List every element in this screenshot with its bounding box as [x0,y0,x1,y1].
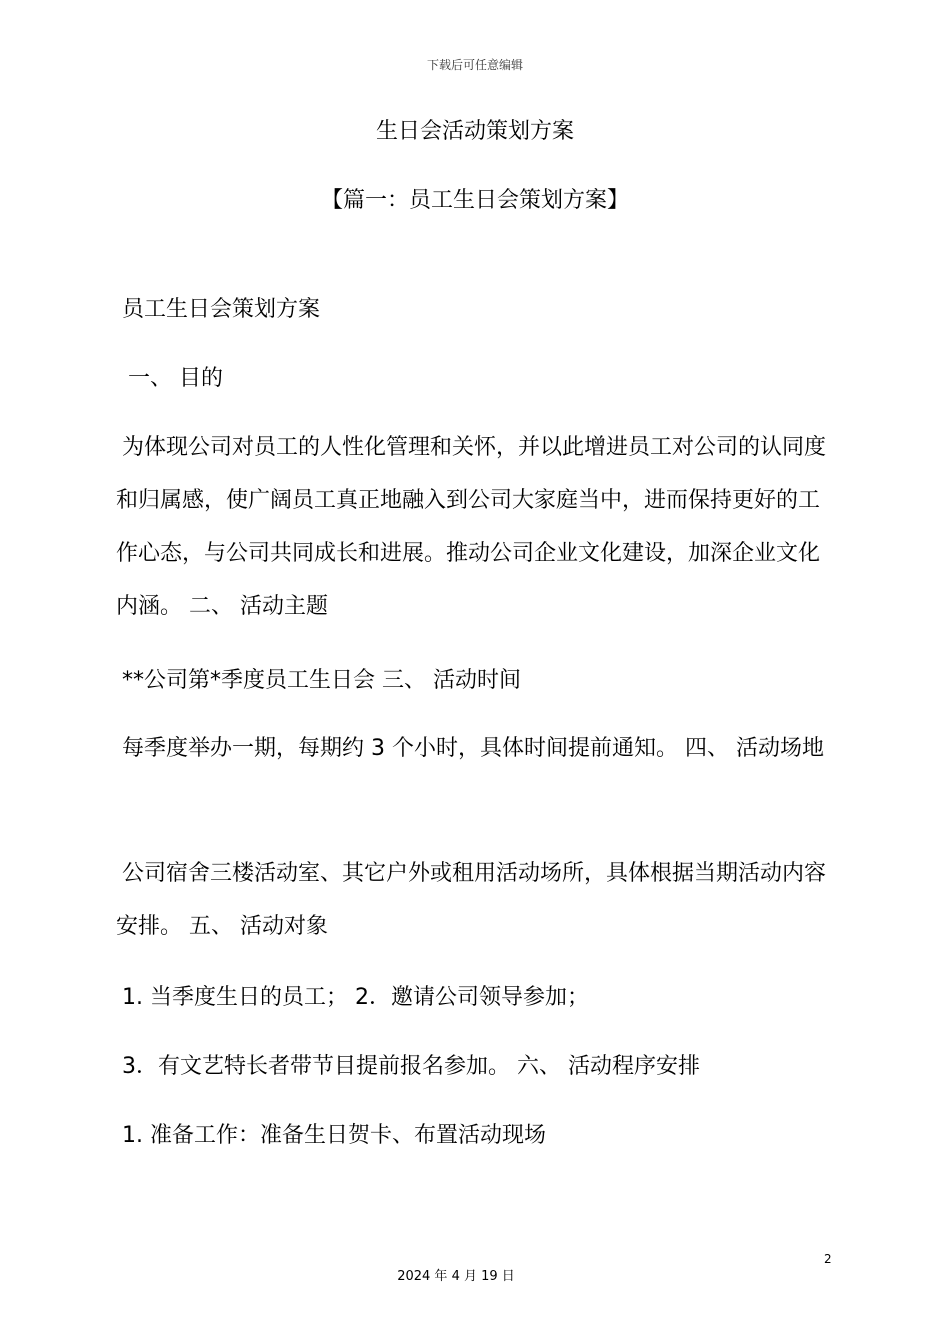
preparation-paragraph: 1. 准备工作：准备生日贺卡、布置活动现场 [122,1123,546,1148]
performers-paragraph: 3．有文艺特长者带节目提前报名参加。 六、 活动程序安排 [122,1054,700,1079]
document-subtitle: 【篇一：员工生日会策划方案】 [320,188,629,213]
purpose-paragraph: 为体现公司对员工的人性化管理和关怀，并以此增进员工对公司的认同度和归属感，使广阔员工真正地融入到公司大家庭当中，进而保持更好的工作心态，与公司共同成长和进展。推动公司企业文化建设，加深企业文化内涵。 二、 活动主题 [116,435,827,619]
footer-date: 2024 年 4 月 19 日 [397,1269,515,1284]
section-heading: 员工生日会策划方案 [122,297,321,322]
section-purpose-heading: 一、 目的 [128,366,223,391]
header-note: 下载后可任意编辑 [426,58,523,72]
document-title: 生日会活动策划方案 [375,119,574,144]
participants-paragraph: 1. 当季度生日的员工； 2．邀请公司领导参加； [122,985,589,1010]
venue-paragraph: 公司宿舍三楼活动室、其它户外或租用活动场所，具体根据当期活动内容安排。 五、 活动对象 [116,861,827,939]
time-paragraph: 每季度举办一期，每期约 3 个小时，具体时间提前通知。 四、 活动场地 [122,736,824,761]
theme-paragraph: **公司第*季度员工生日会 三、 活动时间 [122,668,521,693]
page-number: 2 [824,1252,832,1266]
